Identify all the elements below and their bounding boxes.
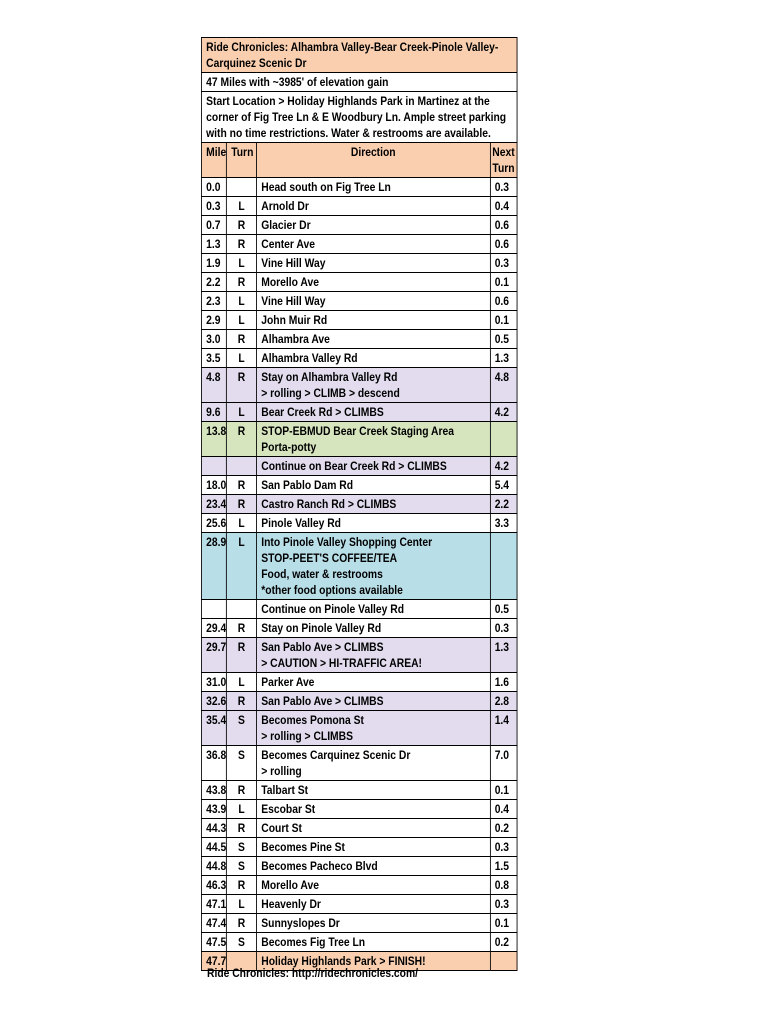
- cue-row: [201, 692, 517, 711]
- cue-row: [201, 292, 517, 311]
- cue-turn: R: [226, 235, 256, 254]
- cue-next-turn: [490, 422, 517, 457]
- cue-row: [201, 876, 517, 895]
- cue-direction: Into Pinole Valley Shopping Center STOP-PEET'S COFFEE/TEA Food, water & restrooms *other food options available: [257, 533, 490, 600]
- cue-mile: 25.6: [201, 514, 226, 533]
- footer-credit: Ride Chronicles: http://ridechronicles.com/: [207, 966, 419, 980]
- cue-mile: 44.5: [201, 838, 226, 857]
- cue-direction: Becomes Carquinez Scenic Dr > rolling: [257, 746, 490, 781]
- cue-next-turn: 0.8: [490, 876, 517, 895]
- cue-mile: 1.9: [201, 254, 226, 273]
- column-header-row: [201, 143, 517, 178]
- cue-mile: 44.3: [201, 819, 226, 838]
- cue-direction: Arnold Dr: [257, 197, 490, 216]
- cue-row: [201, 800, 517, 819]
- start-location-row: [201, 92, 517, 143]
- cue-direction: Heavenly Dr: [257, 895, 490, 914]
- cue-direction: Becomes Pacheco Blvd: [257, 857, 490, 876]
- cue-turn: L: [226, 533, 256, 600]
- cue-direction: John Muir Rd: [257, 311, 490, 330]
- cue-row: [201, 216, 517, 235]
- cue-direction: Sunnyslopes Dr: [257, 914, 490, 933]
- cue-row: [201, 781, 517, 800]
- cue-direction: Vine Hill Way: [257, 254, 490, 273]
- cue-turn: R: [226, 781, 256, 800]
- cue-next-turn: 1.3: [490, 638, 517, 673]
- cue-turn: [226, 600, 256, 619]
- cue-mile: 43.9: [201, 800, 226, 819]
- cue-direction: Alhambra Valley Rd: [257, 349, 490, 368]
- cue-row: [201, 533, 517, 600]
- cue-row: [201, 422, 517, 457]
- cue-next-turn: 0.3: [490, 895, 517, 914]
- cue-turn: L: [226, 349, 256, 368]
- cue-next-turn: 0.1: [490, 914, 517, 933]
- title-row: [201, 38, 517, 73]
- cue-row: [201, 197, 517, 216]
- cue-mile: 47.4: [201, 914, 226, 933]
- cue-turn: L: [226, 800, 256, 819]
- cue-mile: 46.3: [201, 876, 226, 895]
- start-location: Start Location > Holiday Highlands Park in Martinez at the corner of Fig Tree Ln & E Woodbury Ln. Ample street parking with no time restrictions. Water & restrooms are available.: [201, 92, 517, 143]
- cue-direction: Becomes Pomona St > rolling > CLIMBS: [257, 711, 490, 746]
- cue-next-turn: 0.3: [490, 619, 517, 638]
- cue-direction: STOP-EBMUD Bear Creek Staging Area Porta-potty: [257, 422, 490, 457]
- cue-row: [201, 235, 517, 254]
- cue-direction: Morello Ave: [257, 273, 490, 292]
- cue-turn: L: [226, 197, 256, 216]
- cue-next-turn: [490, 533, 517, 600]
- cue-mile: 18.0: [201, 476, 226, 495]
- cue-direction: Becomes Pine St: [257, 838, 490, 857]
- cue-mile: 0.0: [201, 178, 226, 197]
- cue-direction: Stay on Alhambra Valley Rd > rolling > CLIMB > descend: [257, 368, 490, 403]
- cue-row: [201, 349, 517, 368]
- cue-direction: Continue on Pinole Valley Rd: [257, 600, 490, 619]
- cue-turn: L: [226, 311, 256, 330]
- cue-next-turn: 0.4: [490, 800, 517, 819]
- cue-row: [201, 368, 517, 403]
- cue-direction: Glacier Dr: [257, 216, 490, 235]
- column-header-mile: Mile: [201, 143, 226, 178]
- cue-row: [201, 914, 517, 933]
- cue-direction: Holiday Highlands Park > FINISH!: [257, 952, 490, 971]
- cue-direction: Morello Ave: [257, 876, 490, 895]
- cue-row: [201, 857, 517, 876]
- cue-direction: Center Ave: [257, 235, 490, 254]
- cue-mile: 47.7: [201, 952, 226, 971]
- cue-next-turn: 0.5: [490, 600, 517, 619]
- cue-direction: Talbart St: [257, 781, 490, 800]
- ride-title: Ride Chronicles: Alhambra Valley-Bear Creek-Pinole Valley-Carquinez Scenic Dr: [201, 38, 517, 73]
- cue-row: [201, 476, 517, 495]
- cue-mile: 32.6: [201, 692, 226, 711]
- cue-mile: 43.8: [201, 781, 226, 800]
- cue-direction: Vine Hill Way: [257, 292, 490, 311]
- cue-turn: L: [226, 403, 256, 422]
- cue-next-turn: [490, 952, 517, 971]
- cue-mile: 1.3: [201, 235, 226, 254]
- cue-turn: [226, 178, 256, 197]
- cue-mile: 29.7: [201, 638, 226, 673]
- cue-mile: 3.5: [201, 349, 226, 368]
- cue-direction: San Pablo Ave > CLIMBS: [257, 692, 490, 711]
- cue-direction: Escobar St: [257, 800, 490, 819]
- cue-mile: 4.8: [201, 368, 226, 403]
- cue-turn: R: [226, 476, 256, 495]
- cue-direction: Head south on Fig Tree Ln: [257, 178, 490, 197]
- cue-direction: Becomes Fig Tree Ln: [257, 933, 490, 952]
- cue-next-turn: 1.4: [490, 711, 517, 746]
- cue-row: [201, 330, 517, 349]
- cue-next-turn: 2.2: [490, 495, 517, 514]
- distance-row: [201, 73, 517, 92]
- cue-turn: S: [226, 838, 256, 857]
- cue-next-turn: 4.2: [490, 403, 517, 422]
- cue-next-turn: 4.8: [490, 368, 517, 403]
- cue-mile: 47.5: [201, 933, 226, 952]
- cue-mile: 2.9: [201, 311, 226, 330]
- cue-next-turn: 0.4: [490, 197, 517, 216]
- column-header-direction: Direction: [257, 143, 490, 178]
- cue-mile: 44.8: [201, 857, 226, 876]
- cue-turn: R: [226, 914, 256, 933]
- cue-next-turn: 0.2: [490, 933, 517, 952]
- cue-mile: 9.6: [201, 403, 226, 422]
- cue-mile: 23.4: [201, 495, 226, 514]
- cue-direction: Pinole Valley Rd: [257, 514, 490, 533]
- cue-turn: R: [226, 876, 256, 895]
- cue-direction: Bear Creek Rd > CLIMBS: [257, 403, 490, 422]
- cue-direction: Continue on Bear Creek Rd > CLIMBS: [257, 457, 490, 476]
- cue-turn: L: [226, 292, 256, 311]
- cue-next-turn: 0.6: [490, 235, 517, 254]
- cue-turn: R: [226, 216, 256, 235]
- cue-next-turn: 0.3: [490, 838, 517, 857]
- cue-turn: R: [226, 619, 256, 638]
- cue-row: [201, 403, 517, 422]
- cue-turn: L: [226, 254, 256, 273]
- cue-turn: L: [226, 673, 256, 692]
- cue-turn: R: [226, 638, 256, 673]
- cue-mile: [201, 457, 226, 476]
- cue-direction: San Pablo Ave > CLIMBS > CAUTION > HI-TRAFFIC AREA!: [257, 638, 490, 673]
- cue-sheet-table: [201, 37, 517, 971]
- cue-mile: 0.3: [201, 197, 226, 216]
- cue-turn: S: [226, 746, 256, 781]
- cue-sheet-body: [201, 38, 517, 971]
- cue-mile: 2.2: [201, 273, 226, 292]
- cue-next-turn: 1.6: [490, 673, 517, 692]
- cue-row: [201, 311, 517, 330]
- cue-row: [201, 514, 517, 533]
- cue-next-turn: 4.2: [490, 457, 517, 476]
- cue-next-turn: 2.8: [490, 692, 517, 711]
- cue-direction: San Pablo Dam Rd: [257, 476, 490, 495]
- column-header-next-turn: Next Turn: [490, 143, 517, 178]
- cue-next-turn: 3.3: [490, 514, 517, 533]
- cue-row: [201, 600, 517, 619]
- cue-turn: R: [226, 273, 256, 292]
- cue-row: [201, 495, 517, 514]
- cue-turn: R: [226, 422, 256, 457]
- cue-turn: R: [226, 330, 256, 349]
- cue-mile: 31.0: [201, 673, 226, 692]
- cue-next-turn: 0.2: [490, 819, 517, 838]
- cue-turn: R: [226, 495, 256, 514]
- cue-next-turn: 0.1: [490, 273, 517, 292]
- cue-mile: 3.0: [201, 330, 226, 349]
- cue-next-turn: 0.6: [490, 292, 517, 311]
- column-header-turn: Turn: [226, 143, 256, 178]
- cue-row: [201, 673, 517, 692]
- cue-row: [201, 619, 517, 638]
- cue-next-turn: 5.4: [490, 476, 517, 495]
- cue-mile: 47.1: [201, 895, 226, 914]
- cue-next-turn: 7.0: [490, 746, 517, 781]
- cue-turn: S: [226, 857, 256, 876]
- cue-direction: Court St: [257, 819, 490, 838]
- cue-row: [201, 895, 517, 914]
- cue-row: [201, 711, 517, 746]
- cue-mile: 35.4: [201, 711, 226, 746]
- cue-mile: 36.8: [201, 746, 226, 781]
- cue-row: [201, 838, 517, 857]
- cue-mile: [201, 600, 226, 619]
- cue-next-turn: 0.6: [490, 216, 517, 235]
- cue-turn: R: [226, 819, 256, 838]
- cue-next-turn: 1.5: [490, 857, 517, 876]
- cue-turn: R: [226, 692, 256, 711]
- cue-turn: R: [226, 368, 256, 403]
- cue-next-turn: 0.1: [490, 311, 517, 330]
- cue-next-turn: 1.3: [490, 349, 517, 368]
- cue-row: [201, 819, 517, 838]
- cue-mile: 28.9: [201, 533, 226, 600]
- cue-mile: 0.7: [201, 216, 226, 235]
- cue-direction: Castro Ranch Rd > CLIMBS: [257, 495, 490, 514]
- cue-turn: S: [226, 933, 256, 952]
- cue-mile: 13.8: [201, 422, 226, 457]
- cue-turn: [226, 457, 256, 476]
- cue-direction: Stay on Pinole Valley Rd: [257, 619, 490, 638]
- ride-distance: 47 Miles with ~3985' of elevation gain: [201, 73, 517, 92]
- cue-turn: L: [226, 514, 256, 533]
- cue-row: [201, 933, 517, 952]
- cue-direction: Alhambra Ave: [257, 330, 490, 349]
- cue-row: [201, 457, 517, 476]
- cue-row: [201, 254, 517, 273]
- cue-mile: 29.4: [201, 619, 226, 638]
- cue-next-turn: 0.1: [490, 781, 517, 800]
- cue-row: [201, 178, 517, 197]
- cue-next-turn: 0.3: [490, 178, 517, 197]
- cue-next-turn: 0.5: [490, 330, 517, 349]
- cue-row: [201, 746, 517, 781]
- cue-row: [201, 273, 517, 292]
- cue-direction: Parker Ave: [257, 673, 490, 692]
- cue-next-turn: 0.3: [490, 254, 517, 273]
- cue-mile: 2.3: [201, 292, 226, 311]
- cue-turn: S: [226, 711, 256, 746]
- cue-row: [201, 638, 517, 673]
- cue-turn: L: [226, 895, 256, 914]
